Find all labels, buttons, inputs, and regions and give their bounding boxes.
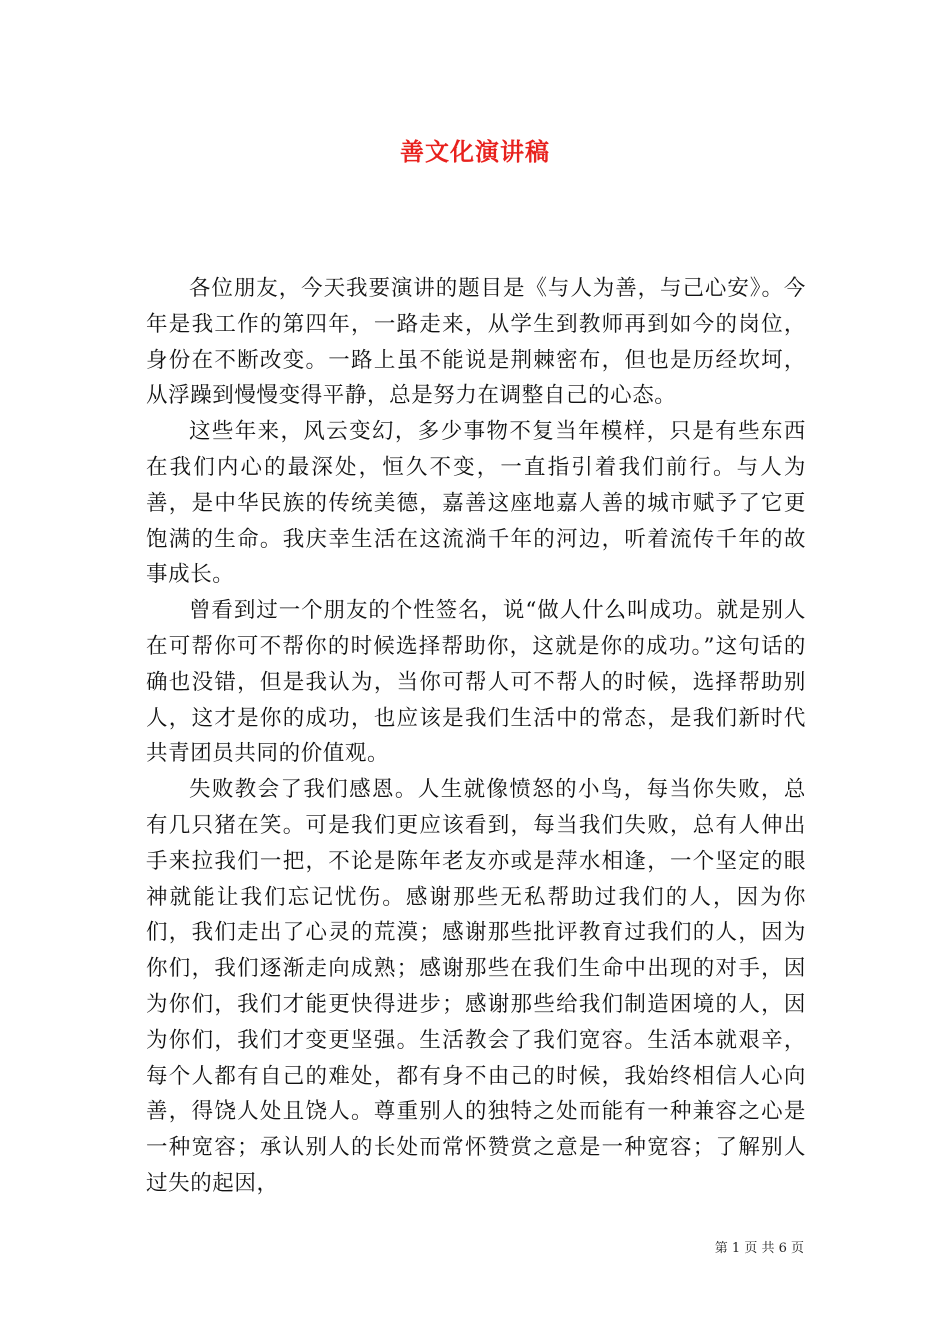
paragraph: 失败教会了我们感恩。人生就像愤怒的小鸟，每当你失败，总有几只猪在笑。可是我们更应该看到，每当我们失败，总有人伸出手来拉我们一把，不论是陈年老友亦或是萍水相逢，一个坚定的眼神就能让我们忘记忧伤。感谢那些无私帮助过我们的人，因为你们，我们走出了心灵的荒漠；感谢那些批评教育过我们的人，因为你们，我们逐渐走向成熟；感谢那些在我们生命中出现的对手，因为你们，我们才能更快得进步；感谢那些给我们制造困境的人，因为你们，我们才变更坚强。生活教会了我们宽容。生活本就艰辛，每个人都有自己的难处，都有身不由己的时候，我始终相信人心向善，得饶人处且饶人。尊重别人的独特之处而能有一种兼容之心是一种宽容；承认别人的长处而常怀赞赏之意是一种宽容；了解别人过失的起因， xyxy=(146,777,806,1196)
paragraph: 各位朋友，今天我要演讲的题目是《与人为善，与己心安》。今年是我工作的第四年，一路走来，从学生到教师再到如今的岗位，身份在不断改变。一路上虽不能说是荆棘密布，但也是历经坎坷，从浮躁到慢慢变得平静，总是努力在调整自己的心态。 xyxy=(146,276,806,409)
page-number: 第 1 页 共 6 页 xyxy=(714,1241,804,1256)
paragraph: 这些年来，风云变幻，多少事物不复当年模样，只是有些东西在我们内心的最深处，恒久不变，一直指引着我们前行。与人为善，是中华民族的传统美德，嘉善这座地嘉人善的城市赋予了它更饱满的生命。我庆幸生活在这流淌千年的河边，听着流传千年的故事成长。 xyxy=(146,419,806,588)
page-title: 善文化演讲稿 xyxy=(400,137,550,166)
document-body xyxy=(146,271,806,1202)
paragraph: 曾看到过一个朋友的个性签名，说“做人什么叫成功。就是别人在可帮你可不帮你的时候选择帮助你，这就是你的成功。”这句话的确也没错，但是我认为，当你可帮人可不帮人的时候，选择帮助别人，这才是你的成功，也应该是我们生活中的常态，是我们新时代共青团员共同的价值观。 xyxy=(146,598,806,767)
